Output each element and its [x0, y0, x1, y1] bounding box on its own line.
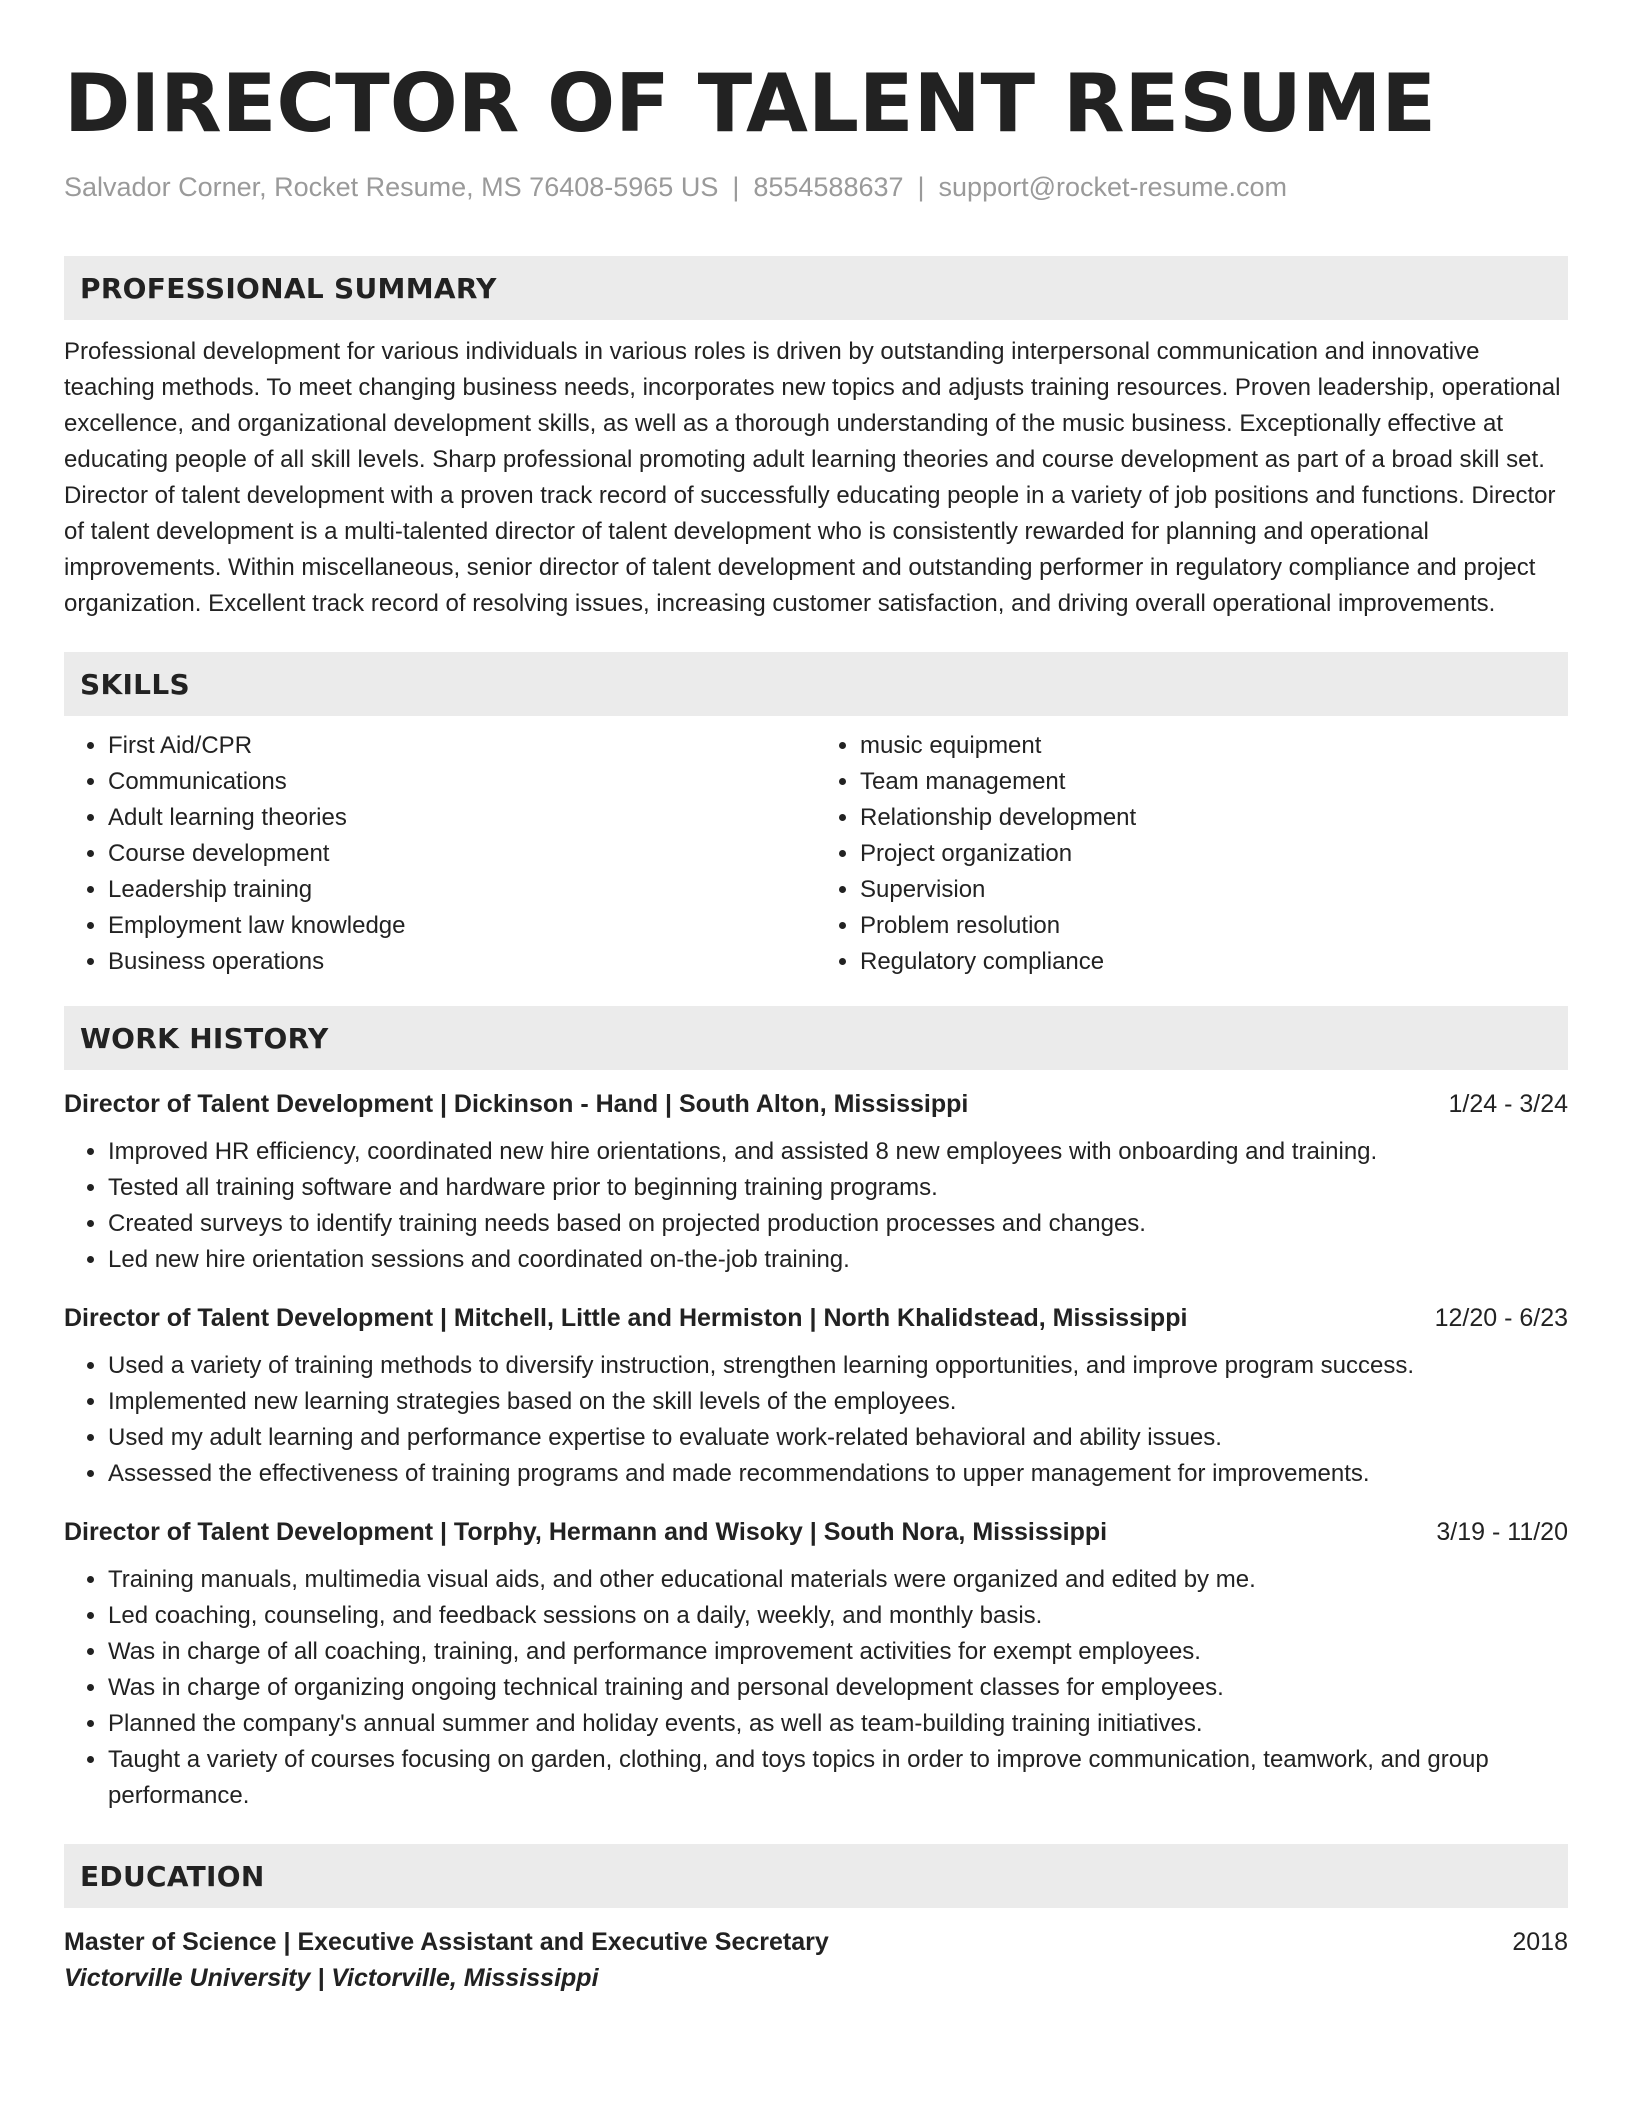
skills-grid	[64, 728, 1568, 980]
job-bullet: • Was in charge of organizing ongoing technical training and personal development classes for employees.	[108, 1670, 1568, 1706]
skill-item: • Course development	[108, 836, 816, 872]
education-degree: Master of Science | Executive Assistant and Executive Secretary	[64, 1928, 829, 1956]
job-bullets	[64, 1348, 1568, 1492]
skill-item: • First Aid/CPR	[108, 728, 816, 764]
skill-item: • Project organization	[860, 836, 1568, 872]
education-header	[64, 1924, 1568, 1960]
contact-line	[64, 170, 1568, 204]
job-title: Director of Talent Development | Torphy, Hermann and Wisoky | South Nora, Mississippi	[64, 1518, 1108, 1546]
job-bullet: • Led new hire orientation sessions and coordinated on-the-job training.	[108, 1242, 1568, 1278]
job-bullet: • Used my adult learning and performance expertise to evaluate work-related behavioral and ability issues.	[108, 1420, 1568, 1456]
summary-text: Professional development for various individuals in various roles is driven by outstanding interpersonal communication and innovative teaching methods. To meet changing business needs, incorporates new topics and adjusts training resources. Proven leadership, operational excellence, and organizational development skills, as well as a thorough understanding of the music business. Exceptionally effective at educating people of all skill levels. Sharp professional promoting adult learning theories and course development as part of a broad skill set. Director of talent development with a proven track record of successfully educating people in a variety of job positions and functions. Director of talent development is a multi-talented director of talent development who is consistently rewarded for planning and operational improvements. Within miscellaneous, senior director of talent development and outstanding performer in regulatory compliance and project organization. Excellent track record of resolving issues, increasing customer satisfaction, and driving overall operational improvements.	[64, 338, 1561, 617]
job-bullet: • Used a variety of training methods to diversify instruction, strengthen learning opportunities, and improve program success.	[108, 1348, 1568, 1384]
skills-left-column	[64, 728, 816, 980]
skill-item: • Leadership training	[108, 872, 816, 908]
job-bullet: • Improved HR efficiency, coordinated new hire orientations, and assisted 8 new employees with onboarding and training.	[108, 1134, 1568, 1170]
job-bullets	[64, 1562, 1568, 1814]
contact-phone: 8554588637	[753, 172, 904, 202]
skill-item: • Business operations	[108, 944, 816, 980]
skill-item: • Adult learning theories	[108, 800, 816, 836]
job-bullets	[64, 1134, 1568, 1278]
skill-item: • music equipment	[860, 728, 1568, 764]
job-entry	[64, 1300, 1568, 1492]
job-bullet: • Planned the company's annual summer and holiday events, as well as team-building training initiatives.	[108, 1706, 1568, 1742]
summary-heading: PROFESSIONAL SUMMARY	[64, 256, 1568, 320]
job-entry	[64, 1514, 1568, 1814]
skills-right-column	[816, 728, 1568, 980]
job-bullet: • Created surveys to identify training needs based on projected production processes and changes.	[108, 1206, 1568, 1242]
job-dates: 1/24 - 3/24	[1448, 1090, 1568, 1118]
skill-item: • Employment law knowledge	[108, 908, 816, 944]
skill-item: • Communications	[108, 764, 816, 800]
job-bullet: • Assessed the effectiveness of training programs and made recommendations to upper management for improvements.	[108, 1456, 1568, 1492]
contact-email: support@rocket-resume.com	[938, 172, 1288, 202]
job-bullet: • Taught a variety of courses focusing on garden, clothing, and toys topics in order to improve communication, teamwork, and group performance.	[108, 1742, 1568, 1814]
job-bullet: • Implemented new learning strategies based on the skill levels of the employees.	[108, 1384, 1568, 1420]
job-bullet: • Led coaching, counseling, and feedback sessions on a daily, weekly, and monthly basis.	[108, 1598, 1568, 1634]
job-bullet: • Training manuals, multimedia visual aids, and other educational materials were organized and edited by me.	[108, 1562, 1568, 1598]
contact-separator: |	[917, 172, 925, 202]
contact-separator: |	[732, 172, 740, 202]
skills-heading: SKILLS	[64, 652, 1568, 716]
skill-item: • Supervision	[860, 872, 1568, 908]
job-bullet: • Tested all training software and hardware prior to beginning training programs.	[108, 1170, 1568, 1206]
education-heading: EDUCATION	[64, 1844, 1568, 1908]
skill-item: • Team management	[860, 764, 1568, 800]
contact-address: Salvador Corner, Rocket Resume, MS 76408-5965 US	[64, 172, 719, 202]
job-bullet: • Was in charge of all coaching, training, and performance improvement activities for exempt employees.	[108, 1634, 1568, 1670]
job-header	[64, 1514, 1568, 1550]
resume-title: DIRECTOR OF TALENT RESUME	[64, 57, 1437, 150]
skill-item: • Problem resolution	[860, 908, 1568, 944]
job-entry	[64, 1086, 1568, 1278]
job-dates: 3/19 - 11/20	[1436, 1518, 1568, 1546]
education-year: 2018	[1512, 1928, 1568, 1956]
job-title: Director of Talent Development | Dickinson - Hand | South Alton, Mississippi	[64, 1090, 969, 1118]
skill-item: • Regulatory compliance	[860, 944, 1568, 980]
job-title: Director of Talent Development | Mitchell, Little and Hermiston | North Khalidstead, Mississippi	[64, 1304, 1188, 1332]
work-heading: WORK HISTORY	[64, 1006, 1568, 1070]
education-school: Victorville University | Victorville, Mississippi	[64, 1964, 599, 1992]
job-dates: 12/20 - 6/23	[1434, 1304, 1568, 1332]
skill-item: • Relationship development	[860, 800, 1568, 836]
job-header	[64, 1300, 1568, 1336]
job-header	[64, 1086, 1568, 1122]
